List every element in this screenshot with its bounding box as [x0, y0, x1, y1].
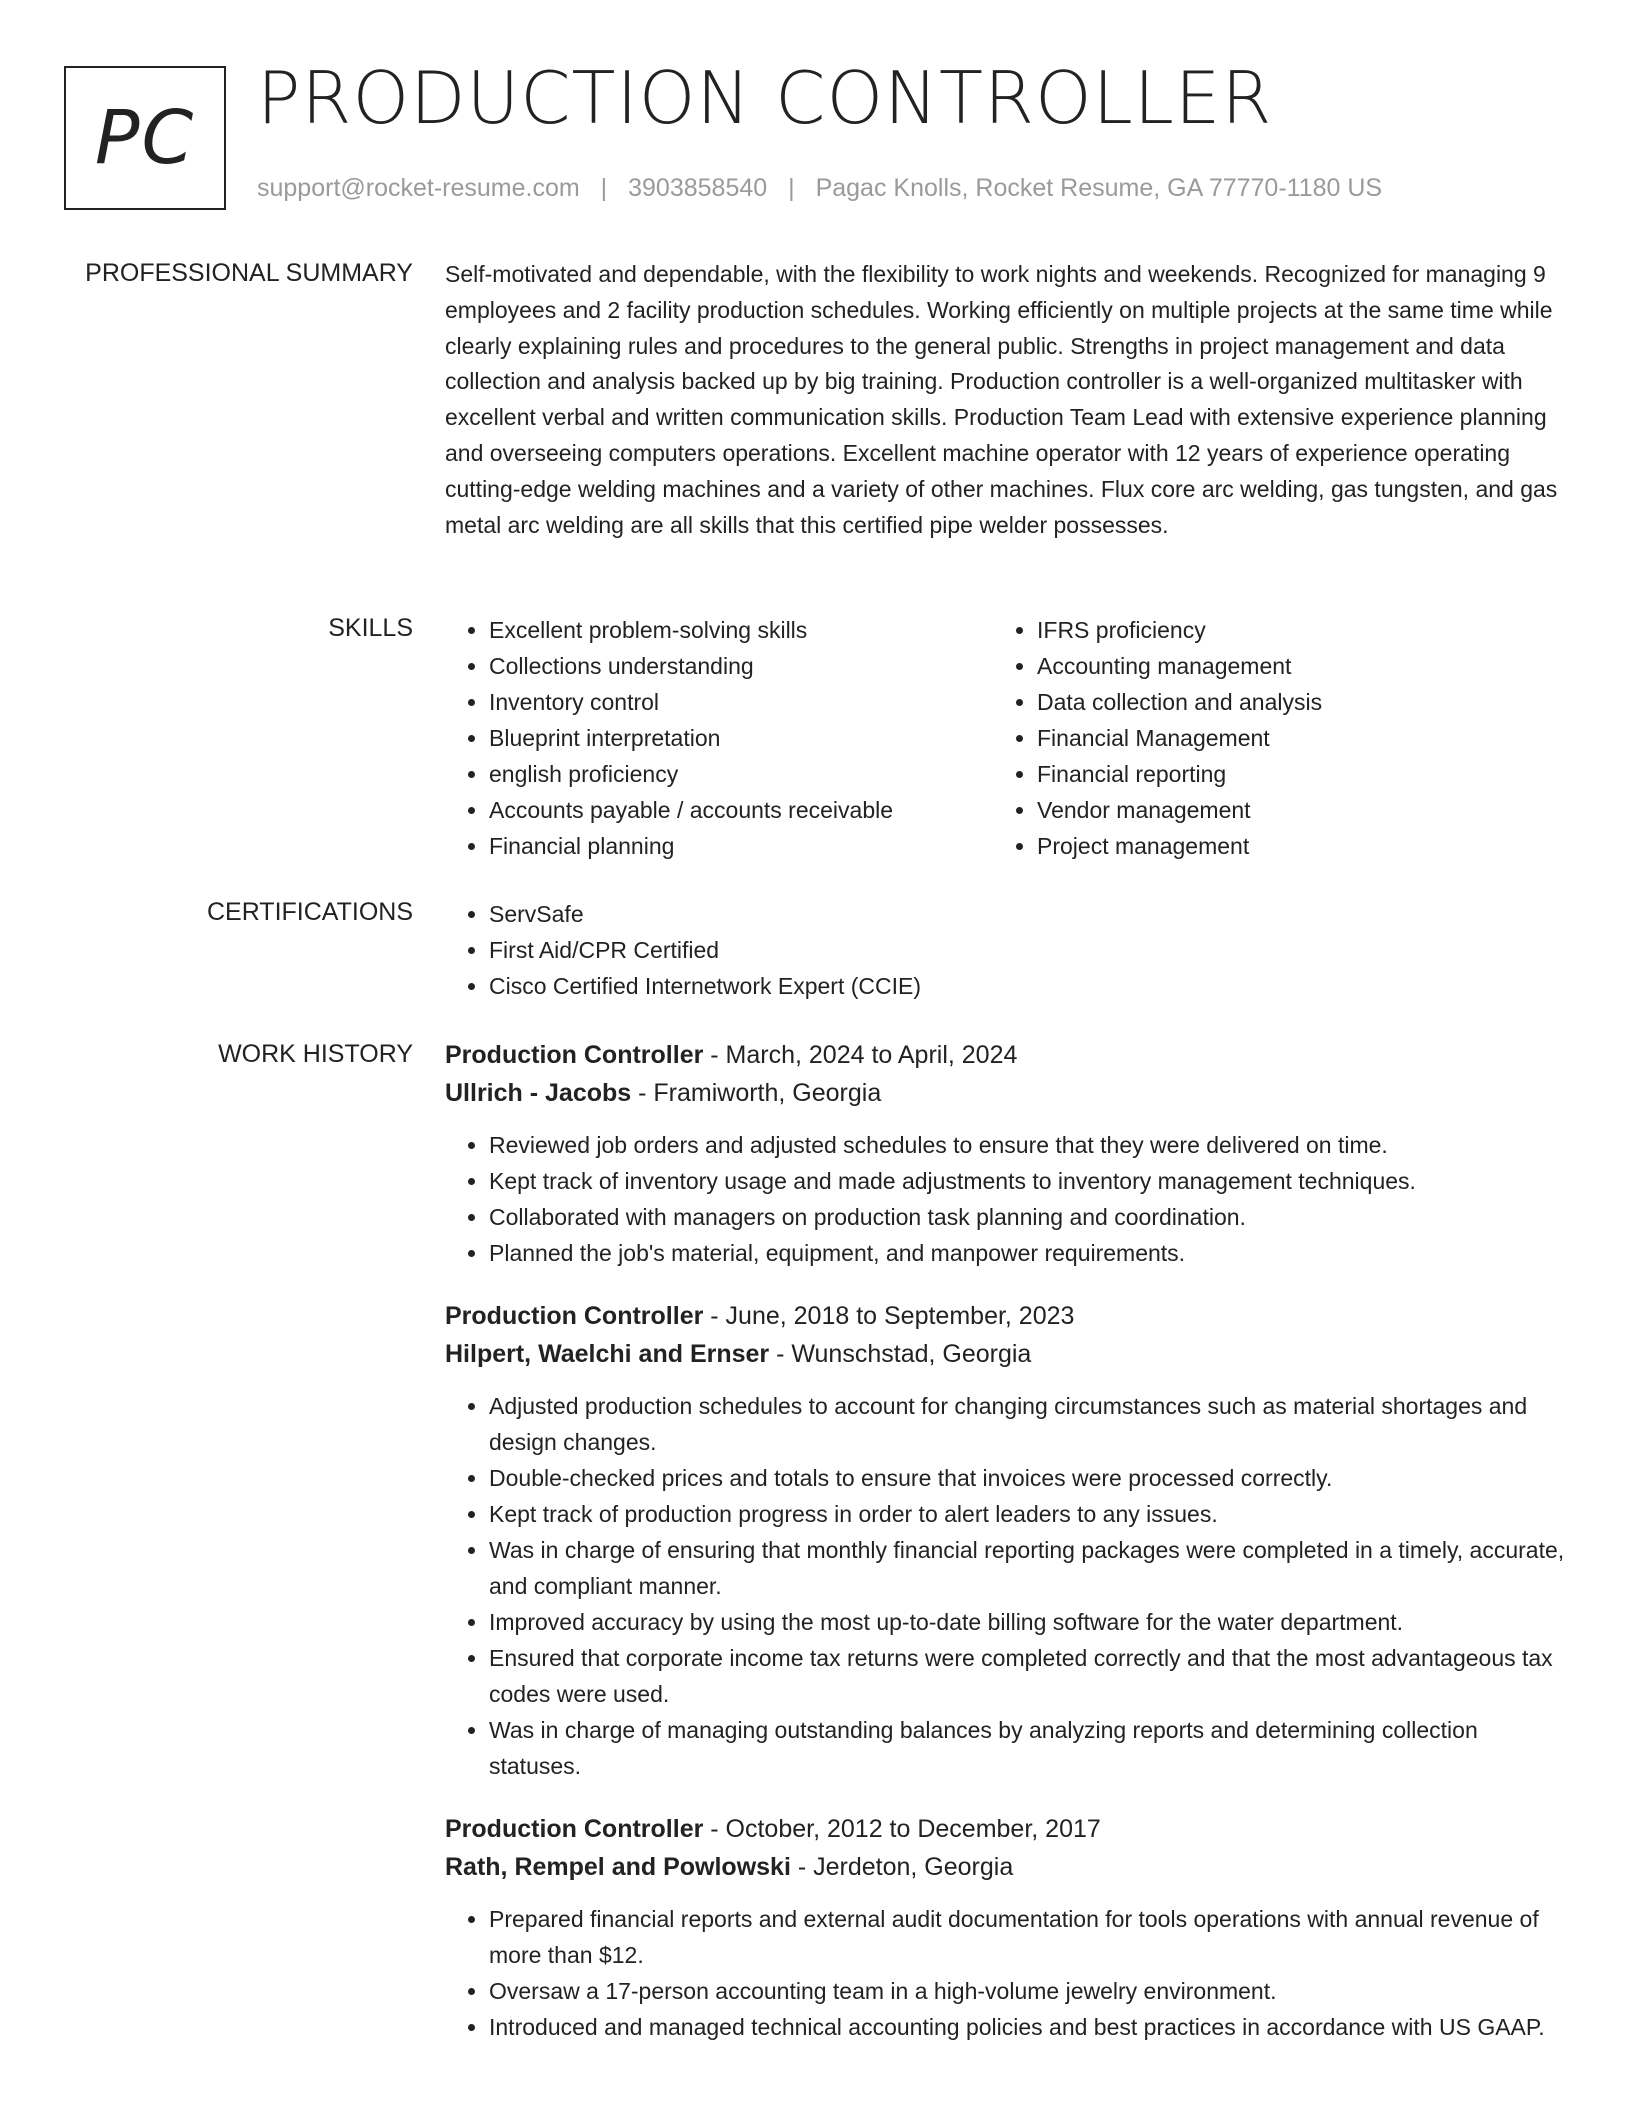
- skill-item: • Inventory control: [489, 684, 965, 720]
- skill-item: • Project management: [1037, 828, 1513, 864]
- job-employer-line: [445, 1848, 1570, 1886]
- certifications-heading: CERTIFICATIONS: [206, 898, 413, 926]
- skills-left-column: [445, 612, 965, 864]
- job-bullet: • Was in charge of managing outstanding balances by analyzing reports and determining collection statuses.: [489, 1712, 1570, 1784]
- certification-item: • Cisco Certified Internetwork Expert (CCIE): [489, 968, 1570, 1004]
- skill-item: • english proficiency: [489, 756, 965, 792]
- job-bullet: • Reviewed job orders and adjusted schedules to ensure that they were delivered on time.: [489, 1127, 1570, 1163]
- job-entry: [445, 1297, 1570, 1784]
- contact-phone: 3903858540: [628, 174, 768, 202]
- job-bullet: • Ensured that corporate income tax returns were completed correctly and that the most advantageous tax codes were used.: [489, 1640, 1570, 1712]
- job-employer: Rath, Rempel and Powlowski: [445, 1853, 791, 1881]
- skill-item: • Accounting management: [1037, 648, 1513, 684]
- job-bullet: • Was in charge of ensuring that monthly financial reporting packages were completed in a timely, accurate, and compliant manner.: [489, 1532, 1570, 1604]
- job-bullet: • Planned the job's material, equipment, and manpower requirements.: [489, 1235, 1570, 1271]
- skill-item: • Collections understanding: [489, 648, 965, 684]
- job-employer: Ullrich - Jacobs: [445, 1079, 632, 1107]
- job-entry: [445, 1036, 1570, 1271]
- skill-item: • Financial planning: [489, 828, 965, 864]
- contact-address: Pagac Knolls, Rocket Resume, GA 77770-1180 US: [815, 174, 1383, 202]
- summary-heading: PROFESSIONAL SUMMARY: [85, 259, 413, 287]
- monogram-box: [64, 66, 226, 210]
- job-bullet: • Adjusted production schedules to account for changing circumstances such as material shortages and design changes.: [489, 1388, 1570, 1460]
- job-bullet: • Introduced and managed technical accounting policies and best practices in accordance with US GAAP.: [489, 2009, 1570, 2045]
- skill-item: • IFRS proficiency: [1037, 612, 1513, 648]
- skill-item: • Financial reporting: [1037, 756, 1513, 792]
- contact-line: [257, 174, 1382, 203]
- job-bullet: • Double-checked prices and totals to ensure that invoices were processed correctly.: [489, 1460, 1570, 1496]
- job-title: Production Controller: [445, 1302, 704, 1330]
- job-title: Production Controller: [445, 1041, 704, 1069]
- job-title-line: [445, 1297, 1570, 1335]
- job-bullet: • Oversaw a 17-person accounting team in a high-volume jewelry environment.: [489, 1973, 1570, 2009]
- job-dates: - October, 2012 to December, 2017: [703, 1815, 1101, 1843]
- job-employer-line: [445, 1074, 1570, 1112]
- page-title: PRODUCTION CONTROLLER: [257, 56, 1273, 140]
- job-location: - Framiworth, Georgia: [631, 1079, 882, 1107]
- job-bullet: • Collaborated with managers on production task planning and coordination.: [489, 1199, 1570, 1235]
- skill-item: • Excellent problem-solving skills: [489, 612, 965, 648]
- monogram-text: PC: [94, 95, 196, 181]
- job-employer-line: [445, 1335, 1570, 1373]
- job-bullet: • Kept track of production progress in order to alert leaders to any issues.: [489, 1496, 1570, 1532]
- certification-item: • ServSafe: [489, 896, 1570, 932]
- work-history-body: [445, 1036, 1570, 2071]
- job-entry: [445, 1810, 1570, 2045]
- job-dates: - March, 2024 to April, 2024: [703, 1041, 1018, 1069]
- skill-item: • Accounts payable / accounts receivable: [489, 792, 965, 828]
- work-history-heading: WORK HISTORY: [218, 1040, 413, 1068]
- skill-item: • Blueprint interpretation: [489, 720, 965, 756]
- skill-item: • Financial Management: [1037, 720, 1513, 756]
- skill-item: • Vendor management: [1037, 792, 1513, 828]
- job-title-line: [445, 1036, 1570, 1074]
- contact-separator: |: [788, 174, 795, 202]
- job-bullet: • Kept track of inventory usage and made adjustments to inventory management techniques.: [489, 1163, 1570, 1199]
- summary-text: Self-motivated and dependable, with the flexibility to work nights and weekends. Recognized for managing 9 employees and 2 facility production schedules. Working efficiently on multiple projects at the same time while clearly explaining rules and procedures to the general public. Strengths in project management and data collection and analysis backed up by big training. Production controller is a well-organized multitasker with excellent verbal and written communication skills. Production Team Lead with extensive experience planning and overseeing computers operations. Excellent machine operator with 12 years of experience operating cutting-edge welding machines and a variety of other machines. Flux core arc welding, gas tungsten, and gas metal arc welding are all skills that this certified pipe welder possesses.: [445, 261, 1558, 538]
- certification-item: • First Aid/CPR Certified: [489, 932, 1570, 968]
- contact-separator: |: [600, 174, 608, 202]
- contact-email: support@rocket-resume.com: [257, 174, 580, 202]
- job-title-line: [445, 1810, 1570, 1848]
- job-bullet: • Improved accuracy by using the most up-to-date billing software for the water department.: [489, 1604, 1570, 1640]
- job-location: - Jerdeton, Georgia: [790, 1853, 1014, 1881]
- skills-right-column: [993, 612, 1513, 864]
- certifications-body: [445, 896, 1570, 1004]
- job-dates: - June, 2018 to September, 2023: [703, 1302, 1075, 1330]
- skill-item: • Data collection and analysis: [1037, 684, 1513, 720]
- job-bullet: • Prepared financial reports and external audit documentation for tools operations with annual revenue of more than $12.: [489, 1901, 1570, 1973]
- job-location: - Wunschstad, Georgia: [769, 1340, 1032, 1368]
- job-title: Production Controller: [445, 1815, 704, 1843]
- skills-heading: SKILLS: [328, 614, 413, 642]
- job-employer: Hilpert, Waelchi and Ernser: [445, 1340, 770, 1368]
